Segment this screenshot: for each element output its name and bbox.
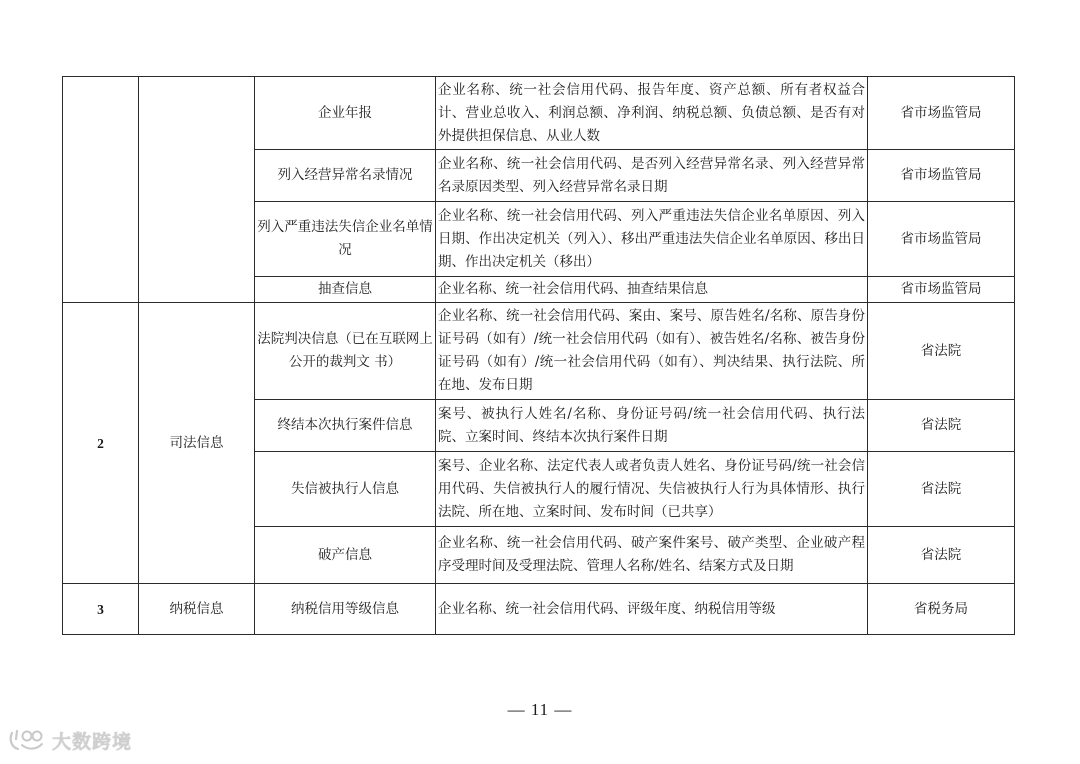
cell-item: 法院判决信息（已在互联网上公开的裁判文 书） [255,303,436,400]
cell-dept: 省市场监管局 [868,77,1015,150]
cell-category: 纳税信息 [139,584,255,635]
cell-fields: 企业名称、统一社会信用代码、评级年度、纳税信用等级 [436,584,868,635]
watermark [8,726,132,754]
cell-item: 纳税信用等级信息 [255,584,436,635]
watermark-logo-icon [8,727,48,753]
credit-info-table [62,76,1015,635]
cell-item: 失信被执行人信息 [255,452,436,527]
cell-item: 企业年报 [255,77,436,150]
cell-fields: 企业名称、统一社会信用代码、列入严重违法失信企业名单原因、列入日期、作出决定机关（列入）、移出严重违法失信企业名单原因、移出日期、作出决定机关（移出） [436,202,868,277]
cell-fields: 企业名称、统一社会信用代码、抽查结果信息 [436,277,868,303]
cell-fields: 企业名称、统一社会信用代码、是否列入经营异常名录、列入经营异常名录原因类型、列入经营异常名录日期 [436,150,868,202]
cell-category-empty [139,77,255,303]
cell-dept: 省税务局 [868,584,1015,635]
page-number: — 11 — [507,700,573,719]
cell-category: 司法信息 [139,303,255,584]
cell-fields: 案号、企业名称、法定代表人或者负责人姓名、身份证号码/统一社会信用代码、失信被执行人的履行情况、失信被执行人行为具体情形、执行法院、所在地、立案时间、发布时间（已共享） [436,452,868,527]
cell-dept: 省法院 [868,527,1015,584]
cell-item: 抽查信息 [255,277,436,303]
table-row [63,77,1015,150]
table-row [63,303,1015,400]
cell-fields: 企业名称、统一社会信用代码、破产案件案号、破产类型、企业破产程序受理时间及受理法院、管理人名称/姓名、结案方式及日期 [436,527,868,584]
cell-dept: 省法院 [868,452,1015,527]
cell-dept: 省市场监管局 [868,202,1015,277]
cell-item: 列入严重违法失信企业名单情况 [255,202,436,277]
cell-item: 终结本次执行案件信息 [255,400,436,452]
cell-fields: 企业名称、统一社会信用代码、案由、案号、原告姓名/名称、原告身份证号码（如有）/统一社会信用代码（如有）、被告姓名/名称、被告身份证号码（如有）/统一社会信用代码（如有）、判决结果、执行法院、所在地、发布日期 [436,303,868,400]
cell-no-empty [63,77,139,303]
cell-no: 2 [63,303,139,584]
cell-dept: 省市场监管局 [868,277,1015,303]
cell-dept: 省法院 [868,400,1015,452]
table-row [63,584,1015,635]
cell-dept: 省法院 [868,303,1015,400]
watermark-text: 大数跨境 [52,730,133,753]
cell-item: 破产信息 [255,527,436,584]
cell-fields: 案号、被执行人姓名/名称、身份证号码/统一社会信用代码、执行法院、立案时间、终结本次执行案件日期 [436,400,868,452]
cell-dept: 省市场监管局 [868,150,1015,202]
cell-fields: 企业名称、统一社会信用代码、报告年度、资产总额、所有者权益合计、营业总收入、利润总额、净利润、纳税总额、负债总额、是否有对外提供担保信息、从业人数 [436,77,868,150]
cell-no: 3 [63,584,139,635]
cell-item: 列入经营异常名录情况 [255,150,436,202]
